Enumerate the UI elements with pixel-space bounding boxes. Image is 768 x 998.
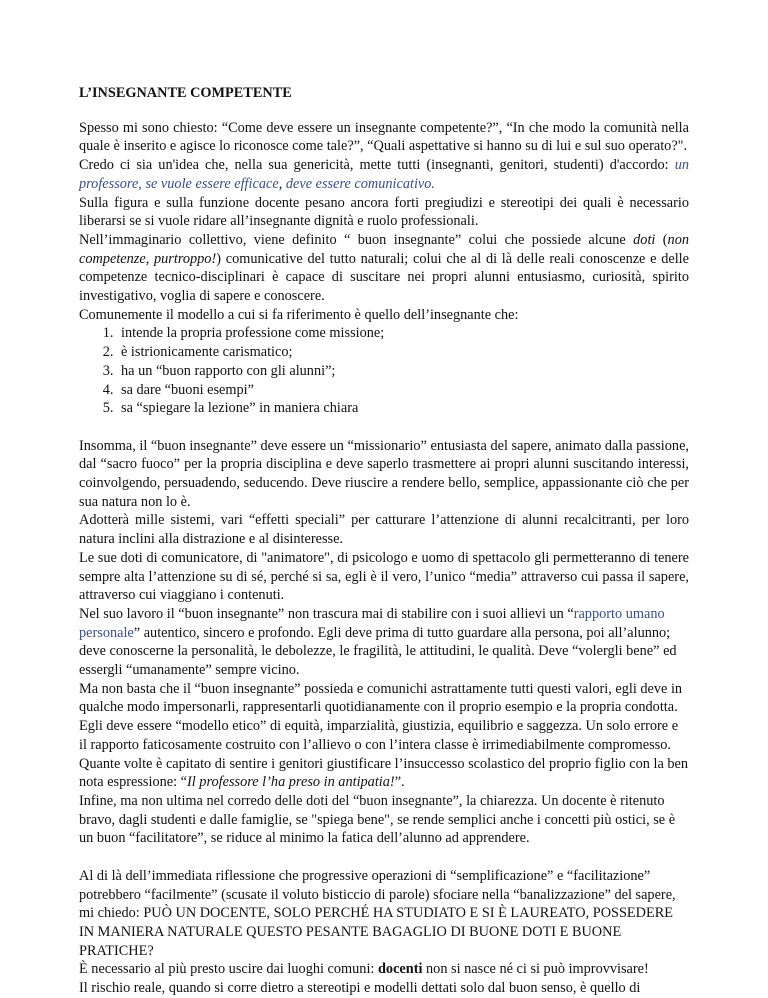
list-item: 5. sa “spiegare la lezione” in maniera chiara	[117, 399, 689, 418]
paragraph-communicator: Le sue doti di comunicatore, di "animatore", di psicologo e uomo di spettacolo gli permetteranno di tenere sempre alta l’attenzione su di sé, perché si sa, egli è il vero, l’unico “media” attraverso cui passa il sapere, attraverso cui viaggiano i contenuti.	[79, 549, 689, 604]
bold-emphasis: docenti	[377, 961, 423, 978]
list-item: 1. intende la propria professione come missione;	[117, 324, 689, 343]
text-run: Nel suo lavoro il “buon insegnante” non trascura mai di stabilire con i suoi allievi un “	[79, 605, 574, 622]
italic-emphasis: deve essere comunicativo.	[285, 175, 435, 192]
paragraph-no-born-teachers	[79, 960, 689, 979]
teacher-traits-list	[79, 324, 689, 418]
paragraph-idea	[79, 156, 689, 193]
italic-emphasis: non competenze, purtroppo!	[79, 231, 689, 267]
italic-emphasis: doti	[633, 231, 656, 248]
text-run: Credo ci sia un'idea che, nella sua genericità, mette tutti (insegnanti, genitori, studenti) d'accordo:	[79, 157, 675, 174]
text-run: È necessario al più presto uscire dai luoghi comuni:	[79, 961, 378, 978]
text-run: Nell’immaginario collettivo, viene definito “ buon insegnante” colui che possiede alcune	[79, 231, 634, 248]
italic-emphasis: un professore, se vuole essere efficace	[79, 157, 689, 192]
text-run: ”.	[394, 774, 405, 791]
paragraph-collective-imagination	[79, 231, 689, 306]
italic-emphasis: Il professore l’ha preso in antipatia!	[187, 774, 395, 791]
text-run: Ma non basta che il “buon insegnante” possieda e comunichi astrattamente tutti questi valori, egli deve in qualche modo impersonarli, rappresentarli quotidianamente con il proprio esempio e la propria condotta. Egli deve essere “modello etico” di equità, imparzialità, giustizia, equilibrio e saggezza. Un solo errore e il rapporto faticosamente costruito con l’allievo o con l’intera classe è irrimediabilmente compromesso. Quante volte è capitato di sentire i genitori giustificare l’insuccesso scolastico del proprio figlio con la ben nota espressione: “	[79, 680, 689, 791]
list-item: 3. ha un “buon rapporto con gli alunni”;	[117, 362, 689, 381]
paragraph-question: Al di là dell’immediata riflessione che progressive operazioni di “semplificazione” e “facilitazione” potrebbero “facilmente” (scusate il voluto bisticcio di parole) sfociare nella “banalizzazione” del sapere, mi chiedo: PUÒ UN DOCENTE, SOLO PERCHÉ HA STUDIATO E SI È LAUREATO, POSSEDERE IN MANIERA NATURALE QUESTO PESANTE BAGAGLIO DI BUONE DOTI E BUONE PRATICHE?	[79, 867, 676, 959]
paragraph-intro-questions: Spesso mi sono chiesto: “Come deve essere un insegnante competente?”, “In che modo la comunità nella quale è inserito e agisce lo riconosce come tale?”, “Quali aspettative si hanno su di lui e sul suo operato?".	[79, 119, 689, 155]
paragraph-human-relationship	[79, 605, 689, 680]
paragraph-spacer	[79, 848, 689, 867]
paragraph-model-intro: Comunemente il modello a cui si fa riferimento è quello dell’insegnante che:	[79, 306, 519, 323]
text-run: ” autentico, sincero e profondo. Egli deve prima di tutto guardare alla persona, poi all’alunno; deve conoscerne la personalità, le debolezze, le fragilità, le attitudini, le qualità. Deve “volergli bene” ed essergli “umanamente” sempre vicino.	[79, 624, 677, 679]
highlighted-phrase: rapporto umano personale	[79, 605, 665, 641]
document-title: L’INSEGNANTE COMPETENTE	[79, 85, 292, 101]
paragraph-ethical-model	[79, 680, 689, 792]
list-item: 2. è istrionicamente carismatico;	[117, 343, 689, 362]
text-run: ,	[278, 175, 286, 192]
paragraph-clarity: Infine, ma non ultima nel corredo delle doti del “buon insegnante”, la chiarezza. Un docente è ritenuto bravo, dagli studenti e dalle famiglie, se "spiega bene", se rende semplici anche i concetti più ostici, se è un buon “facilitatore”, se riduce al minimo la fatica dell’alunno ad apprendere.	[79, 793, 676, 847]
list-item: 4. sa dare “buoni esempi”	[117, 381, 689, 400]
text-run: non si nasce né ci si può improvvisare!	[422, 961, 649, 978]
text-run: ) comunicative del tutto naturali; colui che al di là delle reali conoscenze e delle competenze tecnico-disciplinari è capace di suscitare nei propri alunni entusiasmo, curiosità, spirito investigativo, voglia di sapere e conoscere.	[79, 250, 690, 305]
paragraph-special-effects: Adotterà mille sistemi, vari “effetti speciali” per catturare l’attenzione di alunni recalcitranti, per loro natura inclini alla distrazione e al disinteresse.	[79, 512, 689, 548]
paragraph-missionary: Insomma, il “buon insegnante” deve essere un “missionario” entusiasta del sapere, animato dalla passione, dal “sacro fuoco” per la propria disciplina e deve saperlo trasmettere ai propri alunni suscitando interessi, coinvolgendo, persuadendo, seducendo. Deve riuscire a rendere bello, semplice, appassionante ciò che per sua natura non lo è.	[79, 437, 689, 510]
text-run: (	[655, 231, 668, 248]
paragraph-spacer	[79, 418, 689, 437]
paragraph-risk: Il rischio reale, quando si corre dietro a stereotipi e modelli dettati solo dal buon senso, è quello di	[79, 980, 641, 997]
paragraph-prejudices: Sulla figura e sulla funzione docente pesano ancora forti pregiudizi e stereotipi dei quali è necessario liberarsi se si vuole ridare all’insegnante dignità e ruolo professionali.	[79, 194, 689, 230]
